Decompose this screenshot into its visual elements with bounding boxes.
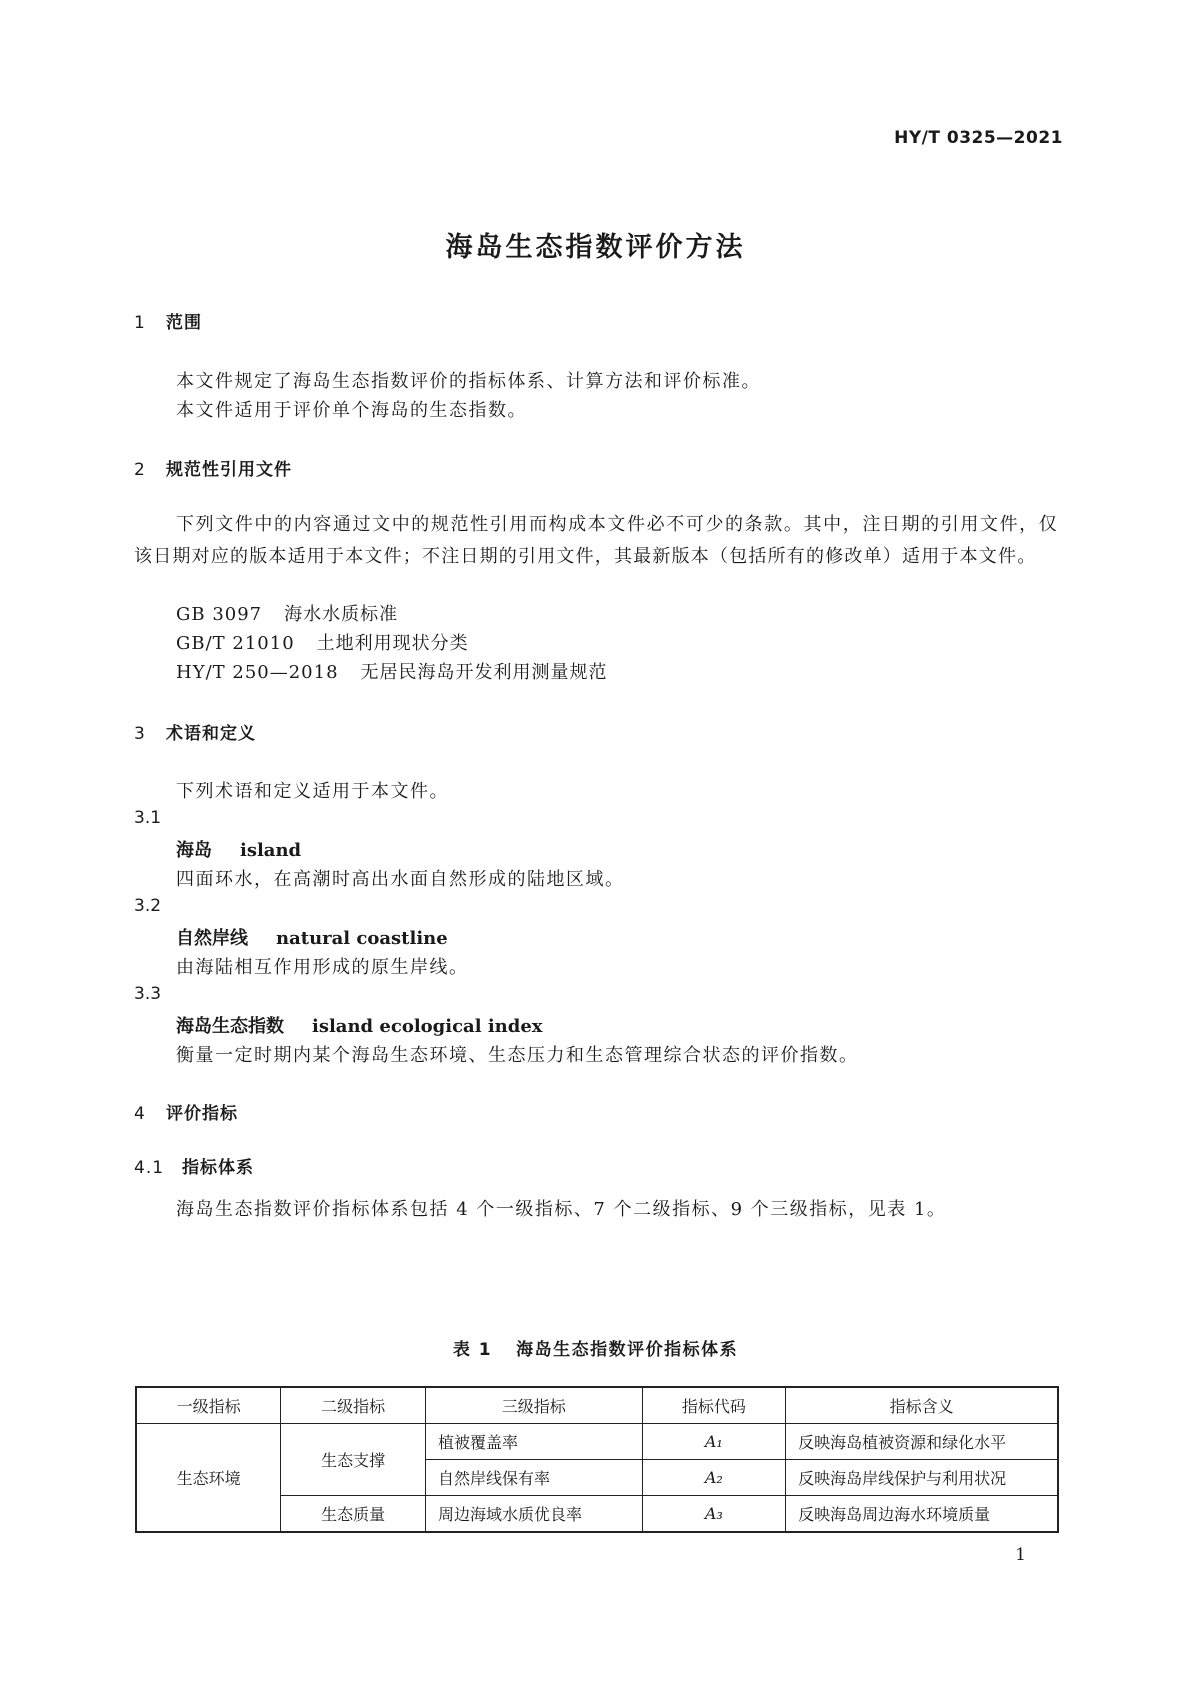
term-heading xyxy=(176,924,448,950)
level1-cell: 生态环境 xyxy=(136,1424,281,1533)
term-en: island xyxy=(240,840,302,861)
reference-code: GB/T 21010 xyxy=(176,633,295,654)
section-4-1-heading xyxy=(134,1153,254,1178)
section-title: 范围 xyxy=(166,313,202,333)
standard-number: HY/T 0325—2021 xyxy=(894,128,1063,148)
table-row xyxy=(136,1424,1058,1460)
level3-cell: 植被覆盖率 xyxy=(425,1424,642,1460)
document-title: 海岛生态指数评价方法 xyxy=(445,232,746,263)
level2-cell: 生态支撑 xyxy=(281,1424,426,1496)
normative-reference xyxy=(176,658,608,684)
section-title: 术语和定义 xyxy=(166,724,256,744)
section-number: 4 xyxy=(134,1104,146,1124)
header-level3: 三级指标 xyxy=(425,1387,642,1424)
term-en: natural coastline xyxy=(276,928,448,949)
term-number: 3.2 xyxy=(134,896,162,916)
code-cell: A₂ xyxy=(642,1460,786,1496)
section-2-intro: 下列文件中的内容通过文中的规范性引用而构成本文件必不可少的条款。其中，注日期的引用文件，仅该日期对应的版本适用于本文件；不注日期的引用文件，其最新版本（包括所有的修改单）适用于本文件。 xyxy=(134,514,1058,567)
term-zh: 海岛生态指数 xyxy=(176,1016,284,1037)
normative-reference xyxy=(176,600,398,626)
term-heading xyxy=(176,836,301,862)
section-title: 规范性引用文件 xyxy=(166,460,292,480)
indicator-table xyxy=(135,1386,1059,1533)
meaning-cell: 反映海岛周边海水环境质量 xyxy=(786,1496,1058,1533)
section-3-intro: 下列术语和定义适用于本文件。 xyxy=(176,781,449,802)
header-code: 指标代码 xyxy=(642,1387,786,1424)
reference-name: 土地利用现状分类 xyxy=(316,633,469,654)
level3-cell: 周边海域水质优良率 xyxy=(425,1496,642,1533)
meaning-cell: 反映海岛岸线保护与利用状况 xyxy=(786,1460,1058,1496)
code-cell: A₃ xyxy=(642,1496,786,1533)
table-caption xyxy=(0,1335,1191,1360)
section-1-heading xyxy=(134,308,202,333)
section-4-heading xyxy=(134,1099,238,1124)
section-1-paragraph-2: 本文件适用于评价单个海岛的生态指数。 xyxy=(176,400,527,421)
term-en: island ecological index xyxy=(312,1016,543,1037)
term-definition: 由海陆相互作用形成的原生岸线。 xyxy=(176,957,469,978)
section-1-paragraph-1: 本文件规定了海岛生态指数评价的指标体系、计算方法和评价标准。 xyxy=(176,371,761,392)
section-3-heading xyxy=(134,719,256,744)
section-title: 评价指标 xyxy=(166,1104,238,1124)
term-zh: 海岛 xyxy=(176,840,212,861)
term-heading xyxy=(176,1012,543,1038)
section-number: 4.1 xyxy=(134,1158,165,1178)
reference-name: 无居民海岛开发利用测量规范 xyxy=(360,662,608,683)
section-2-heading xyxy=(134,455,292,480)
table-number: 表 1 xyxy=(452,1340,493,1360)
term-definition: 衡量一定时期内某个海岛生态环境、生态压力和生态管理综合状态的评价指数。 xyxy=(176,1045,859,1066)
normative-reference xyxy=(176,629,469,655)
meaning-cell: 反映海岛植被资源和绿化水平 xyxy=(786,1424,1058,1460)
code-cell: A₁ xyxy=(642,1424,786,1460)
reference-code: HY/T 250—2018 xyxy=(176,662,339,683)
reference-code: GB 3097 xyxy=(176,604,263,625)
table-header-row xyxy=(136,1387,1058,1424)
header-level1: 一级指标 xyxy=(136,1387,281,1424)
section-number: 2 xyxy=(134,460,146,480)
header-meaning: 指标含义 xyxy=(786,1387,1058,1424)
term-number: 3.1 xyxy=(134,808,162,828)
term-number: 3.3 xyxy=(134,984,162,1004)
section-number: 1 xyxy=(134,313,146,333)
page-number: 1 xyxy=(1015,1545,1026,1565)
section-title: 指标体系 xyxy=(182,1158,254,1178)
section-4-1-paragraph: 海岛生态指数评价指标体系包括 4 个一级指标、7 个二级指标、9 个三级指标，见表 1。 xyxy=(176,1199,947,1220)
term-definition: 四面环水，在高潮时高出水面自然形成的陆地区域。 xyxy=(176,869,625,890)
term-zh: 自然岸线 xyxy=(176,928,248,949)
table-caption-text: 海岛生态指数评价指标体系 xyxy=(516,1340,739,1360)
reference-name: 海水水质标准 xyxy=(284,604,399,625)
header-level2: 二级指标 xyxy=(281,1387,426,1424)
level2-cell: 生态质量 xyxy=(281,1496,426,1533)
section-number: 3 xyxy=(134,724,146,744)
level3-cell: 自然岸线保有率 xyxy=(425,1460,642,1496)
